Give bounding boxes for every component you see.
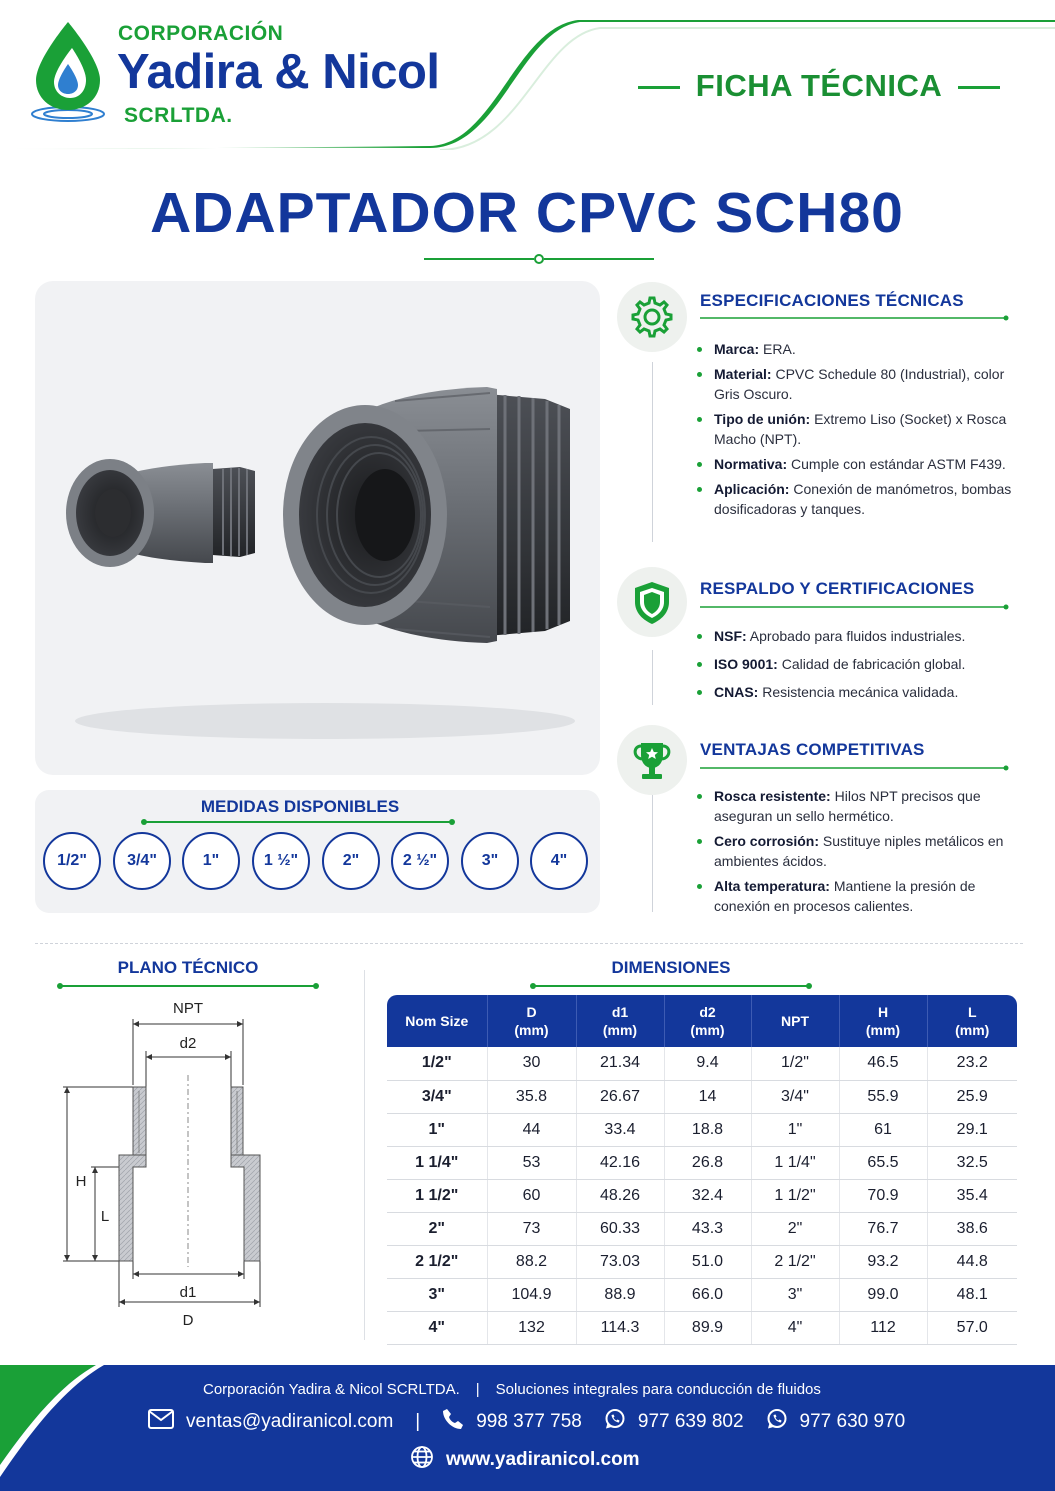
advantages-divider xyxy=(700,765,1010,771)
table-row xyxy=(387,1312,1017,1345)
section-connector xyxy=(652,790,653,912)
table-row xyxy=(387,1080,1017,1113)
table-cell: 32.4 xyxy=(664,1179,751,1212)
section-connector xyxy=(652,650,653,705)
list-item xyxy=(697,654,1017,674)
certs-divider xyxy=(700,604,1010,610)
advantage-label: Cero corrosión: xyxy=(714,833,820,849)
spec-label: Marca: xyxy=(714,341,760,357)
advantage-value: Mantiene la presión de conexión en procesos calientes. xyxy=(714,878,976,914)
size-chip: 3/4" xyxy=(113,832,171,890)
h-label: H xyxy=(75,1173,87,1190)
cert-label: NSF: xyxy=(714,628,747,644)
title-divider xyxy=(424,254,654,264)
table-cell: 21.34 xyxy=(576,1047,664,1080)
spec-label: Tipo de unión: xyxy=(714,411,811,427)
table-cell: 132 xyxy=(487,1312,576,1345)
table-cell: 46.5 xyxy=(839,1047,927,1080)
brand-name: Yadira & Nicol xyxy=(117,45,440,99)
dimensions-title: DIMENSIONES xyxy=(611,958,731,977)
footer-contact-line xyxy=(148,1409,905,1435)
table-cell: 14 xyxy=(664,1080,751,1113)
list-item xyxy=(697,364,1017,404)
table-cell: 57.0 xyxy=(927,1312,1017,1345)
footer-tagline: Soluciones integrales para conducción de fluidos xyxy=(495,1381,821,1398)
footer-separator: | xyxy=(475,1381,480,1398)
table-cell: 44.8 xyxy=(927,1246,1017,1279)
d2-label: d2 xyxy=(179,1035,197,1052)
nominal-size-cell: 3" xyxy=(387,1279,487,1312)
size-chip: 1 ½" xyxy=(252,832,310,890)
table-cell: 55.9 xyxy=(839,1080,927,1113)
advantages-list xyxy=(697,786,1015,921)
table-cell: 66.0 xyxy=(664,1279,751,1312)
table-cell: 93.2 xyxy=(839,1246,927,1279)
list-item xyxy=(697,876,1015,916)
spec-value: Conexión de manómetros, bombas dosificadoras y tanques. xyxy=(714,481,1012,517)
header xyxy=(0,0,1055,150)
table-cell: 89.9 xyxy=(664,1312,751,1345)
column-header: d1 (mm) xyxy=(576,995,664,1047)
size-chip: 3" xyxy=(461,832,519,890)
nominal-size-cell: 2 1/2" xyxy=(387,1246,487,1279)
brand-top-text: CORPORACIÓN xyxy=(118,22,284,45)
list-item xyxy=(697,479,1017,519)
nominal-size-cell: 1 1/4" xyxy=(387,1146,487,1179)
spec-label: Aplicación: xyxy=(714,481,790,497)
table-cell: 30 xyxy=(487,1047,576,1080)
phone-icon xyxy=(442,1408,464,1436)
table-cell: 88.2 xyxy=(487,1246,576,1279)
table-cell: 112 xyxy=(839,1312,927,1345)
list-item xyxy=(697,626,1017,646)
mail-icon xyxy=(148,1409,174,1435)
table-cell: 42.16 xyxy=(576,1146,664,1179)
footer-whatsapp-2[interactable]: 977 630 970 xyxy=(799,1411,906,1432)
sizes-title: MEDIDAS DISPONIBLES xyxy=(200,797,400,816)
table-row xyxy=(387,1212,1017,1245)
footer-phone[interactable]: 998 377 758 xyxy=(476,1411,582,1432)
plano-divider xyxy=(57,982,319,990)
advantage-label: Rosca resistente: xyxy=(714,788,831,804)
table-cell: 33.4 xyxy=(576,1113,664,1146)
table-cell: 32.5 xyxy=(927,1146,1017,1179)
column-header: H (mm) xyxy=(839,995,927,1047)
cert-value: Aprobado para fluidos industriales. xyxy=(749,628,966,644)
list-item xyxy=(697,831,1015,871)
product-photo xyxy=(35,281,600,775)
plano-title: PLANO TÉCNICO xyxy=(117,958,259,977)
column-separator xyxy=(364,970,365,1340)
list-item xyxy=(697,409,1017,449)
table-cell: 38.6 xyxy=(927,1212,1017,1245)
column-header: L (mm) xyxy=(927,995,1017,1047)
shield-icon xyxy=(617,567,687,637)
certs-title: RESPALDO Y CERTIFICACIONES xyxy=(700,579,975,598)
brand-suffix: SCRLTDA. xyxy=(124,104,233,127)
section-separator xyxy=(35,943,1023,944)
size-chip: 1" xyxy=(182,832,240,890)
sizes-divider xyxy=(140,818,456,826)
table-cell: 35.4 xyxy=(927,1179,1017,1212)
d-label: D xyxy=(182,1312,194,1329)
whatsapp-icon xyxy=(766,1408,788,1436)
table-row xyxy=(387,1113,1017,1146)
table-cell: 2" xyxy=(751,1212,839,1245)
technical-drawing xyxy=(55,995,305,1335)
column-header: Nom Size xyxy=(387,995,487,1047)
table-cell: 53 xyxy=(487,1146,576,1179)
footer-company: Corporación Yadira & Nicol SCRLTDA. xyxy=(203,1381,460,1398)
table-cell: 65.5 xyxy=(839,1146,927,1179)
footer-company-line xyxy=(203,1381,821,1398)
globe-icon xyxy=(410,1445,434,1475)
table-cell: 3" xyxy=(751,1279,839,1312)
table-cell: 48.26 xyxy=(576,1179,664,1212)
table-cell: 1 1/4" xyxy=(751,1146,839,1179)
table-cell: 61 xyxy=(839,1113,927,1146)
product-title: ADAPTADOR CPVC SCH80 xyxy=(150,181,904,245)
table-cell: 51.0 xyxy=(664,1246,751,1279)
list-item xyxy=(697,339,1017,359)
column-header: d2 (mm) xyxy=(664,995,751,1047)
spec-label: Normativa: xyxy=(714,456,788,472)
table-row xyxy=(387,1179,1017,1212)
specs-title: ESPECIFICACIONES TÉCNICAS xyxy=(700,291,964,310)
advantages-title: VENTAJAS COMPETITIVAS xyxy=(700,740,925,759)
table-header-row xyxy=(387,995,1017,1047)
advantage-value: Hilos NPT precisos que aseguran un sello hermético. xyxy=(714,788,981,824)
list-item xyxy=(697,786,1015,826)
specs-list xyxy=(697,339,1017,524)
dimensions-divider xyxy=(530,982,812,990)
size-chip: 2 ½" xyxy=(391,832,449,890)
advantage-label: Alta temperatura: xyxy=(714,878,830,894)
certs-list xyxy=(697,626,1017,707)
dimensions-table xyxy=(387,995,1017,1345)
adapter-fittings-image xyxy=(35,281,600,775)
nominal-size-cell: 1 1/2" xyxy=(387,1179,487,1212)
table-cell: 76.7 xyxy=(839,1212,927,1245)
table-cell: 4" xyxy=(751,1312,839,1345)
d1-label: d1 xyxy=(179,1284,197,1301)
l-label: L xyxy=(100,1208,110,1225)
table-cell: 48.1 xyxy=(927,1279,1017,1312)
table-cell: 18.8 xyxy=(664,1113,751,1146)
table-cell: 60 xyxy=(487,1179,576,1212)
logo-drop-icon xyxy=(28,18,108,130)
footer-whatsapp-1[interactable]: 977 639 802 xyxy=(637,1411,744,1432)
dimensions-body xyxy=(387,1047,1017,1345)
table-cell: 29.1 xyxy=(927,1113,1017,1146)
size-chip: 1/2" xyxy=(43,832,101,890)
list-item xyxy=(697,682,1017,702)
table-cell: 26.67 xyxy=(576,1080,664,1113)
table-cell: 70.9 xyxy=(839,1179,927,1212)
gear-icon xyxy=(617,282,687,352)
table-row xyxy=(387,1047,1017,1080)
nominal-size-cell: 1" xyxy=(387,1113,487,1146)
advantage-value: Sustituye niples metálicos en ambientes ácidos. xyxy=(714,833,1004,869)
spec-value: CPVC Schedule 80 (Industrial), color Gris Oscuro. xyxy=(714,366,1005,402)
table-row xyxy=(387,1146,1017,1179)
table-cell: 1 1/2" xyxy=(751,1179,839,1212)
column-header: D (mm) xyxy=(487,995,576,1047)
whatsapp-icon xyxy=(604,1408,626,1436)
spec-value: ERA. xyxy=(763,341,796,357)
footer-website[interactable]: www.yadiranicol.com xyxy=(446,1449,640,1470)
table-cell: 99.0 xyxy=(839,1279,927,1312)
table-cell: 35.8 xyxy=(487,1080,576,1113)
table-cell: 23.2 xyxy=(927,1047,1017,1080)
list-item xyxy=(697,454,1017,474)
footer-email[interactable]: ventas@yadiranicol.com xyxy=(186,1411,394,1432)
table-cell: 9.4 xyxy=(664,1047,751,1080)
spec-label: Material: xyxy=(714,366,772,382)
spec-value: Cumple con estándar ASTM F439. xyxy=(791,456,1006,472)
npt-label: NPT xyxy=(173,1000,203,1017)
footer-separator: | xyxy=(415,1411,421,1432)
table-cell: 60.33 xyxy=(576,1212,664,1245)
cert-value: Resistencia mecánica validada. xyxy=(762,684,959,700)
table-cell: 2 1/2" xyxy=(751,1246,839,1279)
table-cell: 26.8 xyxy=(664,1146,751,1179)
size-chip: 2" xyxy=(322,832,380,890)
nominal-size-cell: 1/2" xyxy=(387,1047,487,1080)
size-chip: 4" xyxy=(530,832,588,890)
table-cell: 1" xyxy=(751,1113,839,1146)
cert-value: Calidad de fabricación global. xyxy=(781,656,966,672)
section-connector xyxy=(652,362,653,542)
nominal-size-cell: 2" xyxy=(387,1212,487,1245)
table-row xyxy=(387,1279,1017,1312)
table-cell: 73 xyxy=(487,1212,576,1245)
table-cell: 44 xyxy=(487,1113,576,1146)
trophy-icon xyxy=(617,725,687,795)
cert-label: ISO 9001: xyxy=(714,656,778,672)
footer-web-line xyxy=(410,1445,640,1475)
table-row xyxy=(387,1246,1017,1279)
cert-label: CNAS: xyxy=(714,684,759,700)
spec-value: Extremo Liso (Socket) x Rosca Macho (NPT). xyxy=(714,411,1007,447)
nominal-size-cell: 3/4" xyxy=(387,1080,487,1113)
table-cell: 104.9 xyxy=(487,1279,576,1312)
table-cell: 3/4" xyxy=(751,1080,839,1113)
table-cell: 25.9 xyxy=(927,1080,1017,1113)
table-cell: 88.9 xyxy=(576,1279,664,1312)
doc-type-label: FICHA TÉCNICA xyxy=(638,68,1000,104)
table-cell: 1/2" xyxy=(751,1047,839,1080)
table-cell: 114.3 xyxy=(576,1312,664,1345)
nominal-size-cell: 4" xyxy=(387,1312,487,1345)
specs-divider xyxy=(700,315,1010,321)
table-cell: 73.03 xyxy=(576,1246,664,1279)
table-cell: 43.3 xyxy=(664,1212,751,1245)
column-header: NPT xyxy=(751,995,839,1047)
